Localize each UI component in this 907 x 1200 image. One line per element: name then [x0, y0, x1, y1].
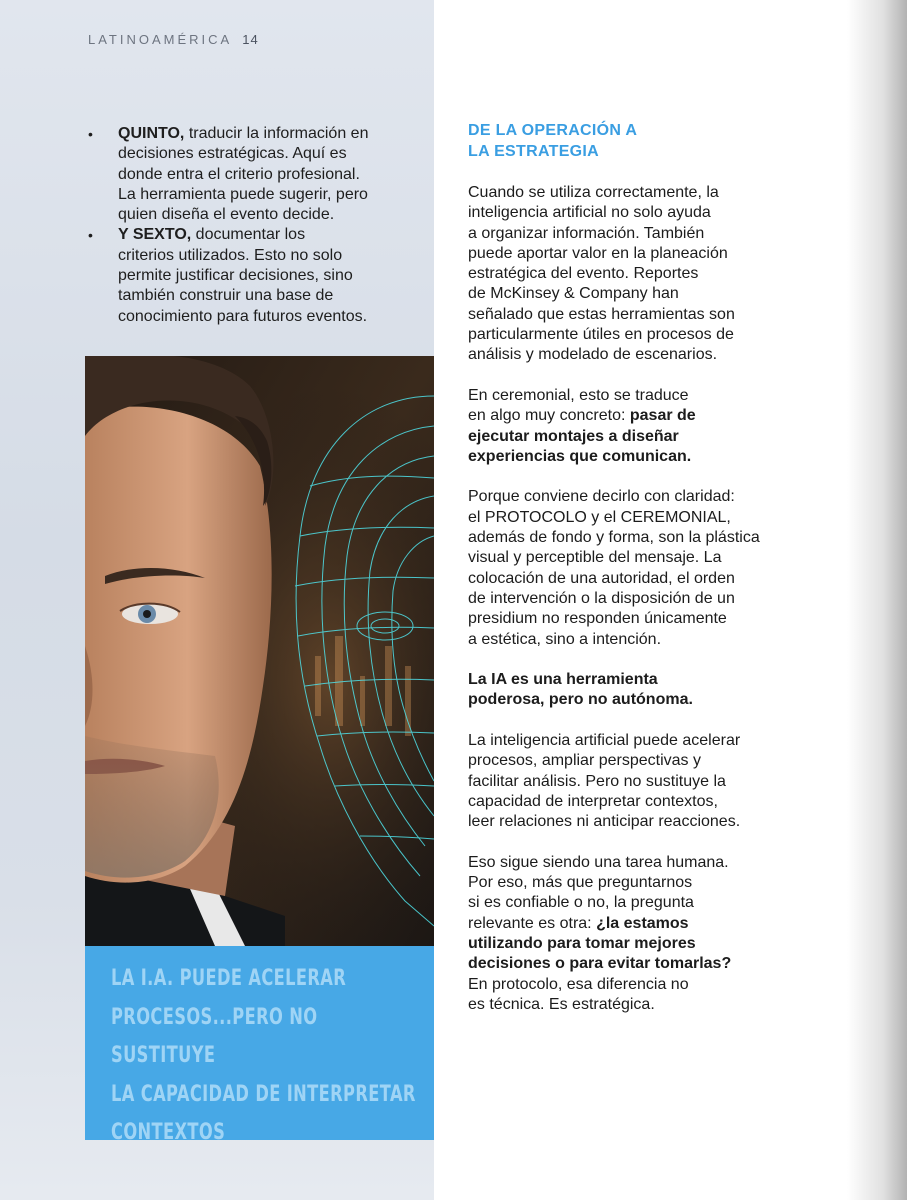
paragraph-1 [468, 183, 788, 366]
text-line: si es confiable o no, la pregunta [468, 894, 694, 912]
bold-text: poderosa, pero no autónoma. [468, 691, 693, 709]
section-title [468, 120, 788, 162]
text-line: En ceremonial, esto se traduce [468, 386, 689, 404]
bullet-line: documentar los [195, 226, 306, 244]
text-line: Cuando se utiliza correctamente, la [468, 184, 719, 201]
text-line: capacidad de interpretar contextos, [468, 792, 718, 810]
text-line: en algo muy concreto: [468, 407, 630, 425]
paragraph-2 [468, 386, 788, 467]
bold-text: decisiones o para evitar tomarlas? [468, 955, 732, 973]
text-line: estratégica del evento. Reportes [468, 265, 699, 283]
title-line: DE LA OPERACIÓN A [468, 122, 638, 139]
bullet-line: traducir la información en [188, 125, 369, 142]
text-line: análisis y modelado de escenarios. [468, 346, 718, 364]
section-name: LATINOAMÉRICA [88, 32, 233, 47]
bullet-line: quien diseña el evento decide. [118, 206, 335, 224]
photo-illustration [85, 356, 434, 946]
bold-text: La IA es una herramienta [468, 671, 658, 689]
text-line: Porque conviene decirlo con claridad: [468, 488, 735, 506]
bullet-line: decisiones estratégicas. Aquí es [118, 145, 347, 163]
bullet-item-quinto [88, 124, 388, 225]
running-header [88, 32, 259, 47]
text-line: además de fondo y forma, son la plástica [468, 529, 760, 547]
paragraph-3 [468, 487, 788, 649]
text-line: visual y perceptible del mensaje. La [468, 549, 722, 567]
bullet-line: donde entra el criterio profesional. [118, 165, 360, 183]
page-edge-shadow [847, 0, 907, 1200]
paragraph-4-emphasis [468, 670, 788, 711]
text-line: de McKinsey & Company han [468, 285, 679, 303]
bold-text: ejecutar montajes a diseñar [468, 427, 679, 445]
bullet-line: conocimiento para futuros eventos. [118, 307, 368, 325]
text-line: particularmente útiles en procesos de [468, 326, 734, 344]
pull-quote-text [111, 960, 422, 1153]
quote-line: LA CAPACIDAD DE INTERPRETAR [111, 1081, 416, 1107]
title-line: LA ESTRATEGIA [468, 143, 600, 160]
text-line: señalado que estas herramientas son [468, 305, 735, 323]
text-line: facilitar análisis. Pero no sustituye la [468, 772, 726, 790]
text-line: colocación de una autoridad, el orden [468, 569, 735, 587]
text-line: inteligencia artificial no solo ayuda [468, 204, 711, 222]
text-line: procesos, ampliar perspectivas y [468, 752, 701, 770]
text-line: a estética, sino a intención. [468, 630, 662, 648]
bullet-lead: Y SEXTO, [118, 226, 192, 244]
quote-line: CONTEXTOS [111, 1120, 226, 1145]
page-number: 14 [242, 32, 259, 47]
paragraph-5 [468, 731, 788, 832]
bold-text: pasar de [629, 407, 696, 425]
text-line: Por eso, más que preguntarnos [468, 874, 693, 892]
bullet-line: La herramienta puede sugerir, pero [118, 185, 368, 203]
man-and-ai-face-photo [85, 356, 434, 946]
text-line: En protocolo, esa diferencia no [468, 975, 689, 993]
bullet-line: permite justificar decisiones, sino [118, 267, 353, 285]
pull-quote-box [85, 946, 434, 1145]
right-column [468, 120, 788, 1015]
bullet-list [88, 124, 388, 327]
text-line: es técnica. Es estratégica. [468, 995, 655, 1013]
text-line: puede aportar valor en la planeación [468, 244, 728, 262]
text-line: leer relaciones ni anticipar reacciones. [468, 813, 741, 831]
quote-line: PROCESOS...PERO NO SUSTITUYE [111, 1004, 318, 1068]
text-line: La inteligencia artificial puede acelerar [468, 732, 741, 750]
bullet-line: criterios utilizados. Esto no solo [118, 246, 343, 264]
bullet-item-sexto [88, 225, 388, 326]
bold-text: utilizando para tomar mejores [468, 934, 696, 952]
bold-text: ¿la estamos [596, 914, 689, 932]
text-line: a organizar información. También [468, 224, 705, 242]
text-line: el PROTOCOLO y el CEREMONIAL, [468, 508, 731, 526]
text-line: de intervención o la disposición de un [468, 589, 735, 607]
bullet-lead: QUINTO, [118, 125, 185, 142]
text-line: relevante es otra: [468, 914, 597, 932]
text-line: presidium no responden únicamente [468, 610, 727, 628]
paragraph-6 [468, 853, 788, 1015]
quote-line: LA I.A. PUEDE ACELERAR [111, 966, 347, 991]
bold-text: experiencias que comunican. [468, 447, 692, 465]
bullet-line: también construir una base de [118, 287, 334, 305]
text-line: Eso sigue siendo una tarea humana. [468, 853, 729, 871]
